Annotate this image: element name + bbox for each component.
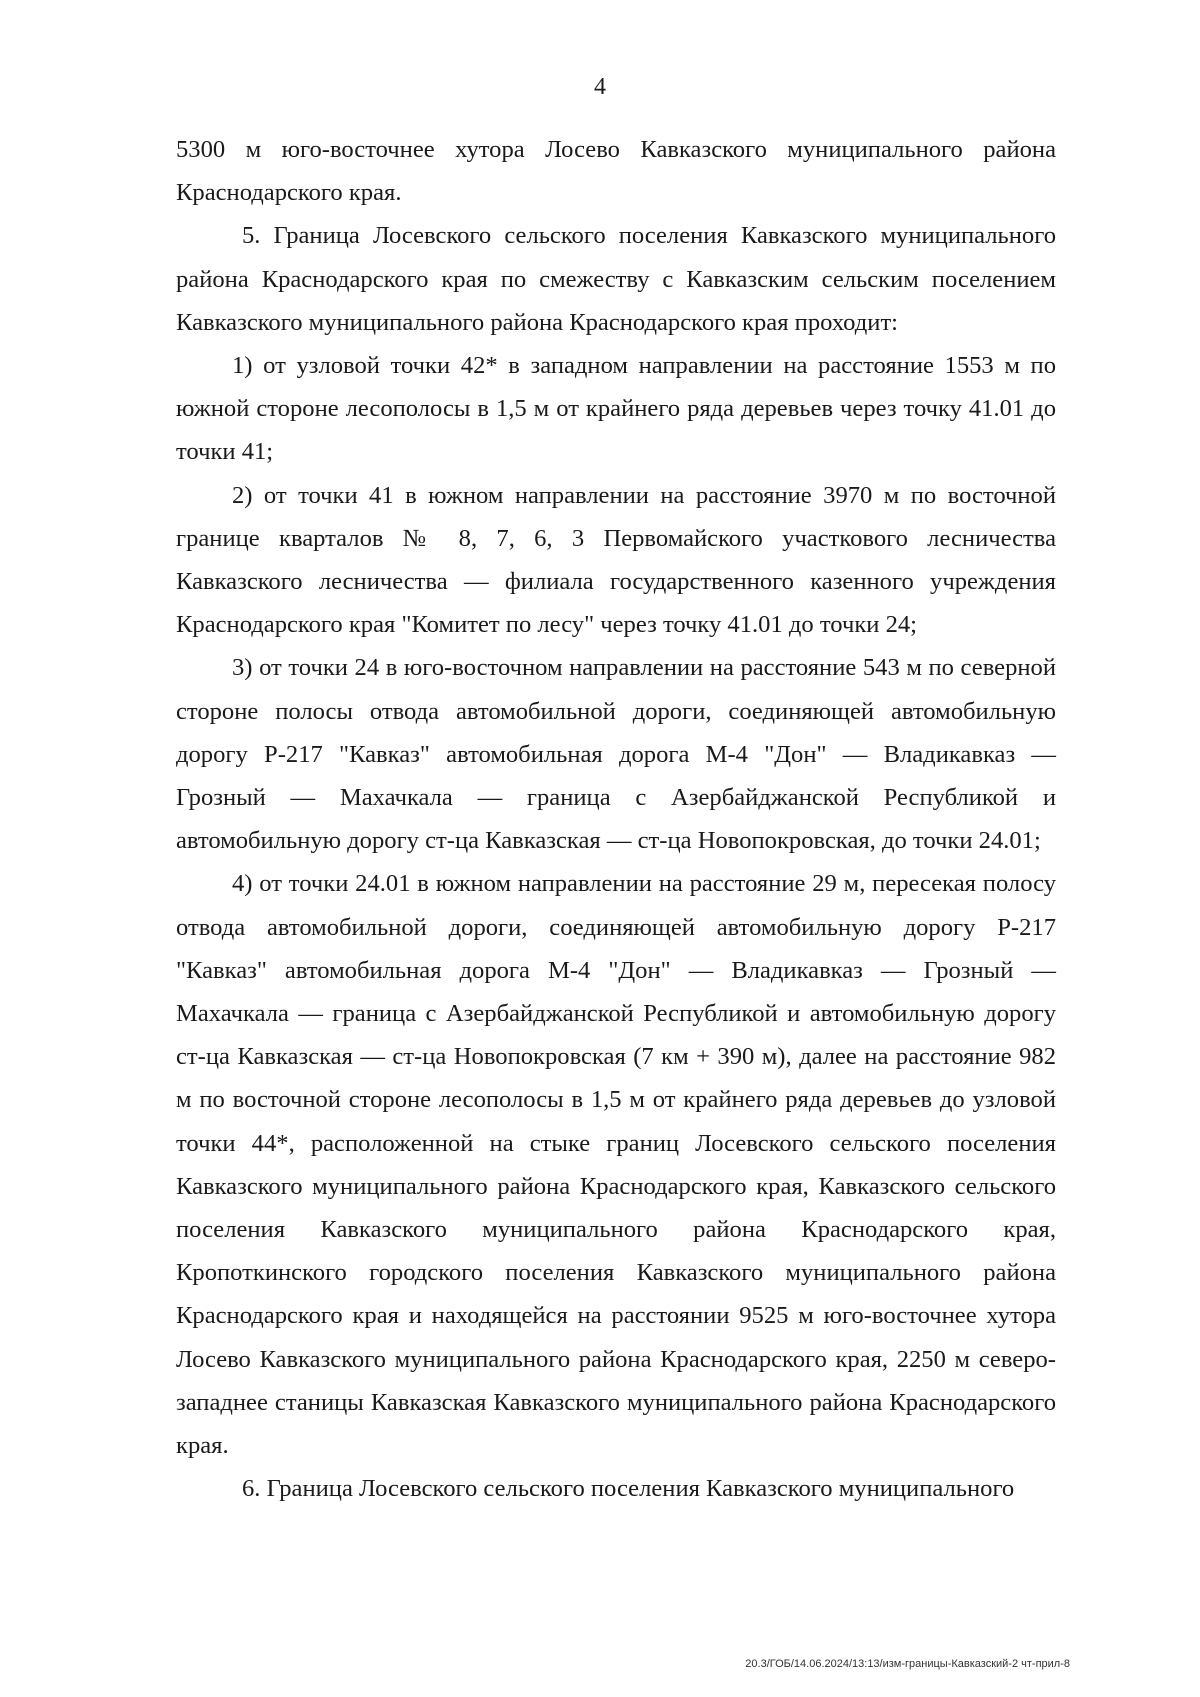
paragraph-item-3: 3) от точки 24 в юго-восточном направлении на расстояние 543 м по северной стороне полосы отвода автомобильной дороги, соединяющей автомобильную дорогу Р-217 "Кавказ" автомобильная дорога М-4 "Дон" — Владикавказ — Грозный — Махачкала — граница с Азербайджанской Республикой и автомобильную дорогу ст-ца Кавказская — ст-ца Новопокровская, до точки 24.01;	[176, 654, 1056, 855]
document-footer: 20.3/ГОБ/14.06.2024/13:13/изм-границы-Кавказский-2 чт-прил-8	[745, 1658, 1070, 1670]
paragraph-continuation: 5300 м юго-восточнее хутора Лосево Кавказского муниципального района Краснодарского края.	[176, 136, 1056, 207]
paragraph-item-1: 1) от узловой точки 42* в западном направлении на расстояние 1553 м по южной стороне лесополосы в 1,5 м от крайнего ряда деревьев через точку 41.01 до точки 41;	[176, 352, 1056, 466]
paragraph-item-2: 2) от точки 41 в южном направлении на расстояние 3970 м по восточной границе кварталов № 8, 7, 6, 3 Первомайского участкового лесничества Кавказского лесничества — филиала государственного казенного учреждения Краснодарского края "Комитет по лесу" через точку 41.01 до точки 24;	[176, 481, 1056, 639]
paragraph-section-5: 5. Граница Лосевского сельского поселения Кавказского муниципального района Краснодарского края по смежеству с Кавказским сельским поселением Кавказского муниципального района Краснодарского края проходит:	[176, 222, 1056, 336]
paragraph-section-6: 6. Граница Лосевского сельского поселения Кавказского муниципального	[242, 1475, 1015, 1503]
paragraph-item-4: 4) от точки 24.01 в южном направлении на расстояние 29 м, пересекая полосу отвода автомобильной дороги, соединяющей автомобильную дорогу Р-217 "Кавказ" автомобильная дорога М-4 "Дон" — Владикавказ — Грозный — Махачкала — граница с Азербайджанской Республикой и автомобильную дорогу ст-ца Кавказская — ст-ца Новопокровская (7 км + 390 м), далее на расстояние 982 м по восточной стороне лесополосы в 1,5 м от крайнего ряда деревьев до узловой точки 44*, расположенной на стыке границ Лосевского сельского поселения Кавказского муниципального района Краснодарского края, Кавказского сельского поселения Кавказского муниципального района Краснодарского края, Кропоткинского городского поселения Кавказского муниципального района Краснодарского края и находящейся на расстоянии 9525 м юго-восточнее хутора Лосево Кавказского муниципального района Краснодарского края, 2250 м северо-западнее станицы Кавказская Кавказского муниципального района Краснодарского края.	[176, 870, 1056, 1460]
document-body	[176, 128, 1056, 1511]
page-number: 4	[594, 74, 606, 100]
